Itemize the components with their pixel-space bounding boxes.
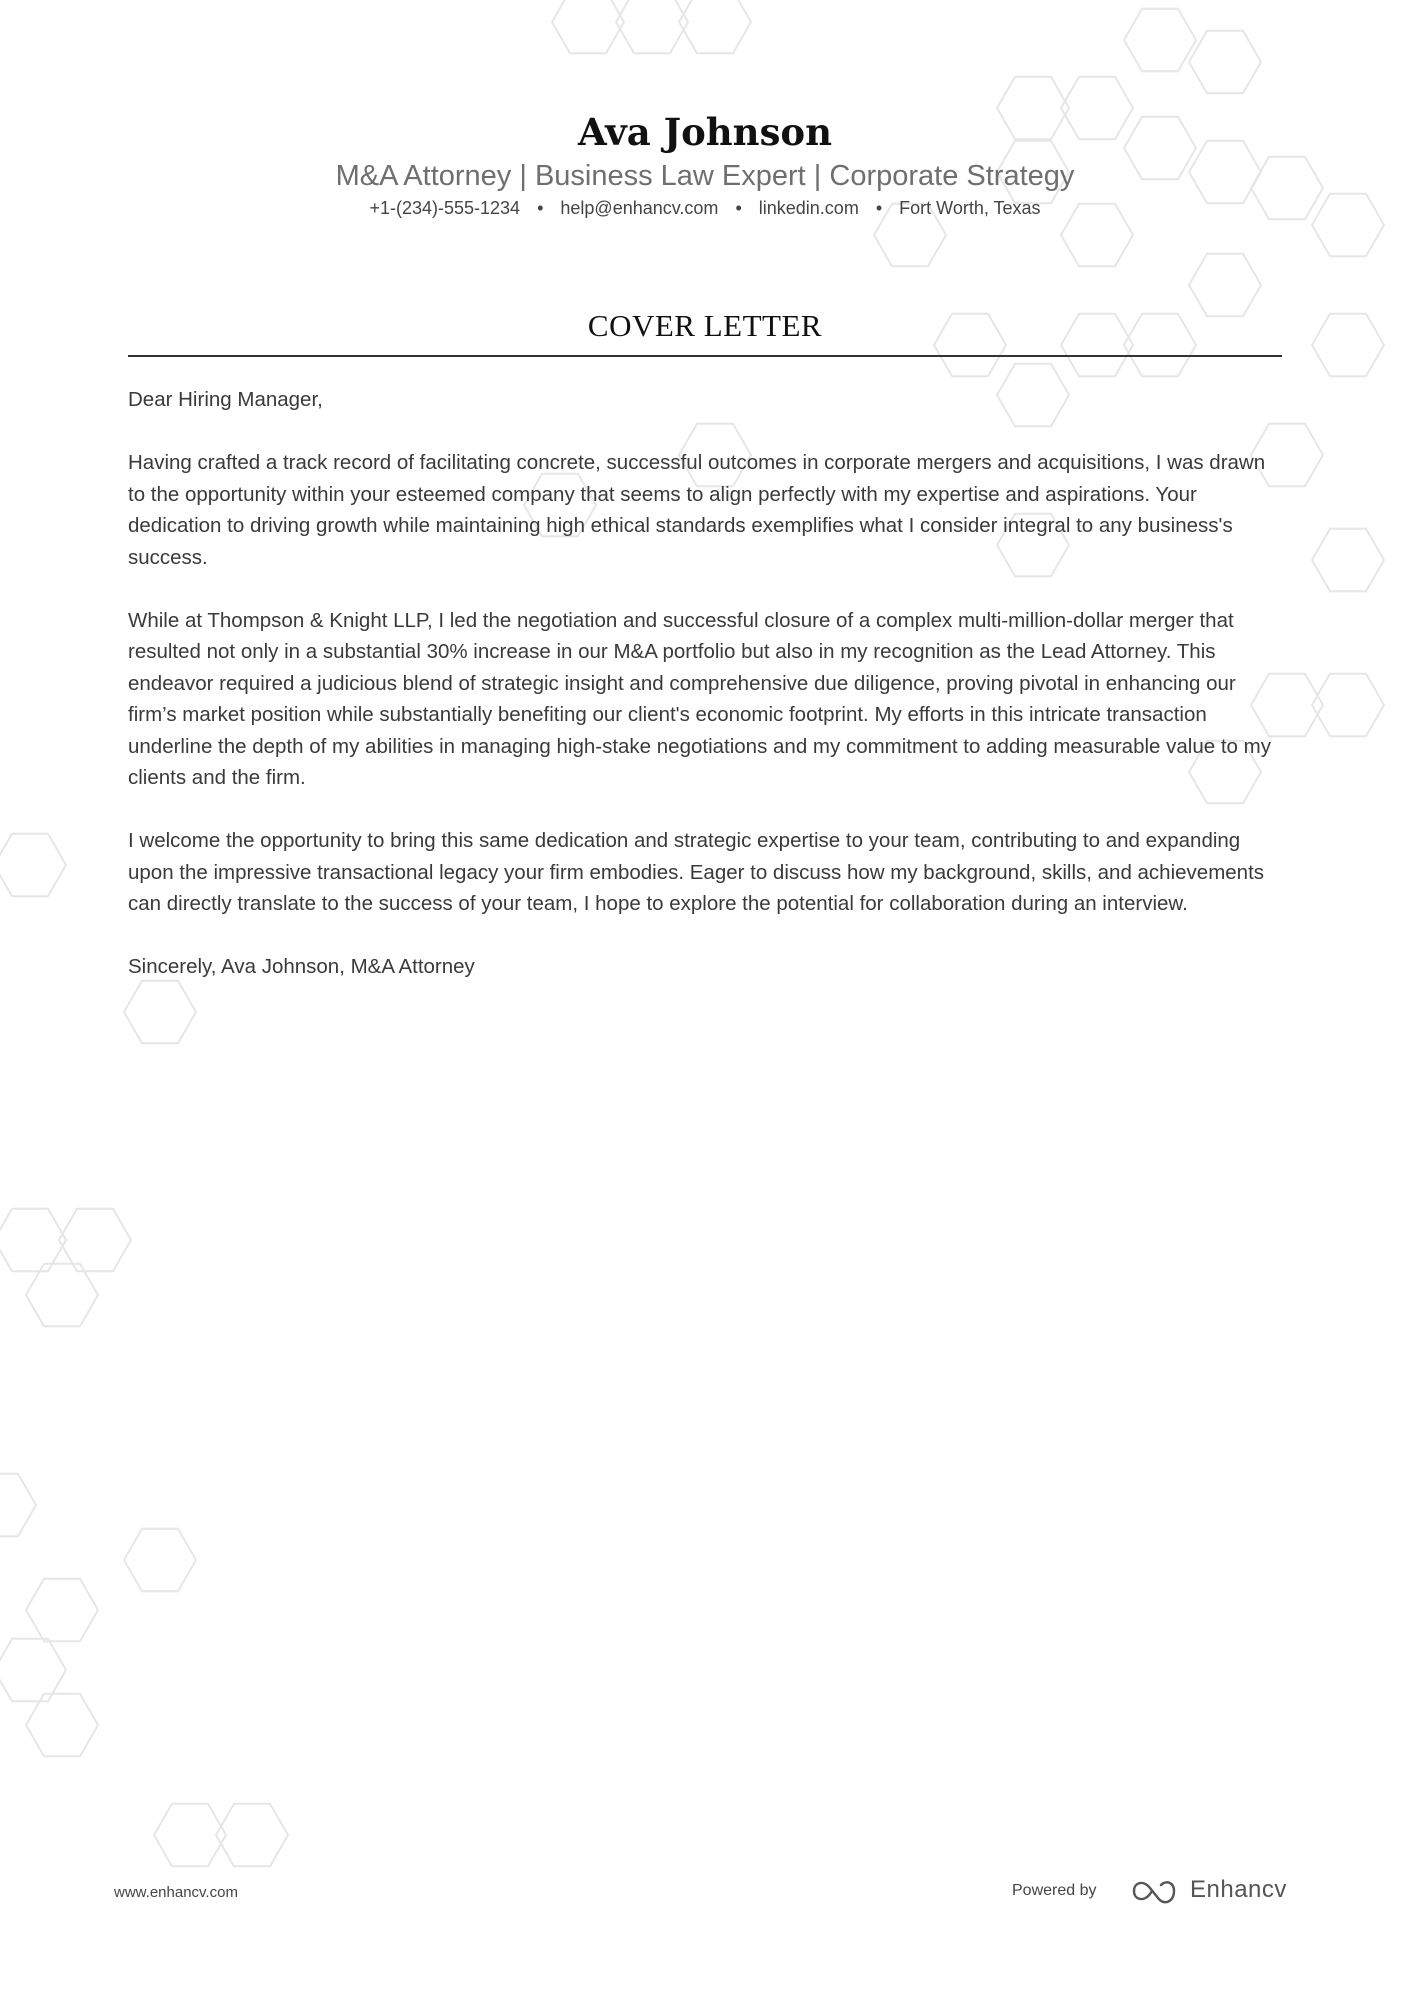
contact-phone: +1-(234)-555-1234 — [369, 198, 521, 218]
letter-paragraph-3: I welcome the opportunity to bring this same dedication and strategic expertise to your team, contributing to and expanding upon the impressive transactional legacy your firm embodies. Eager to discuss how my background, skills, and achievements can directly translate to the success of your team, I hope to explore the potential for collaboration during an interview. — [128, 829, 1265, 915]
contact-website[interactable]: linkedin.com — [758, 198, 859, 218]
contact-location: Fort Worth, Texas — [899, 198, 1041, 218]
contact-email[interactable]: help@enhancv.com — [560, 198, 719, 218]
contact-separator: • — [735, 198, 742, 218]
section-divider — [128, 355, 1282, 357]
candidate-headline: M&A Attorney | Business Law Expert | Corporate Strategy — [335, 160, 1075, 192]
contact-separator: • — [537, 198, 544, 218]
letter-paragraph-1: Having crafted a track record of facilitating concrete, successful outcomes in corporate mergers and acquisitions, I was drawn to the opportunity within your esteemed company that seems to align perfectly with my expertise and aspirations. Your dedication to driving growth while maintaining high ethical standards exemplifies what I consider integral to any business's success. — [128, 451, 1266, 569]
enhancv-logo-icon — [1130, 1876, 1178, 1906]
powered-by-label: Powered by — [1012, 1882, 1097, 1899]
section-title: COVER LETTER — [587, 308, 823, 343]
contact-row — [0, 198, 1410, 219]
contact-separator: • — [875, 198, 883, 218]
footer-url[interactable]: www.enhancv.com — [114, 1884, 238, 1901]
letter-body — [128, 384, 1282, 1014]
candidate-name: Ava Johnson — [578, 110, 832, 154]
letter-salutation: Dear Hiring Manager, — [128, 388, 323, 411]
letter-closing: Sincerely, Ava Johnson, M&A Attorney — [128, 955, 475, 978]
letter-paragraph-2: While at Thompson & Knight LLP, I led the negotiation and successful closure of a complex multi-million-dollar merger that resulted not only in a substantial 30% increase in our M&A portfolio but also in my recognition as the Lead Attorney. This endeavor required a judicious blend of strategic insight and comprehensive due diligence, proving pivotal in enhancing our firm’s market position while substantially benefiting our client's economic footprint. My efforts in this intricate transaction underline the depth of my abilities in managing high-stake negotiations and my commitment to adding measurable value to my clients and the firm. — [128, 608, 1271, 789]
brand-name[interactable]: Enhancv — [1190, 1876, 1287, 1903]
